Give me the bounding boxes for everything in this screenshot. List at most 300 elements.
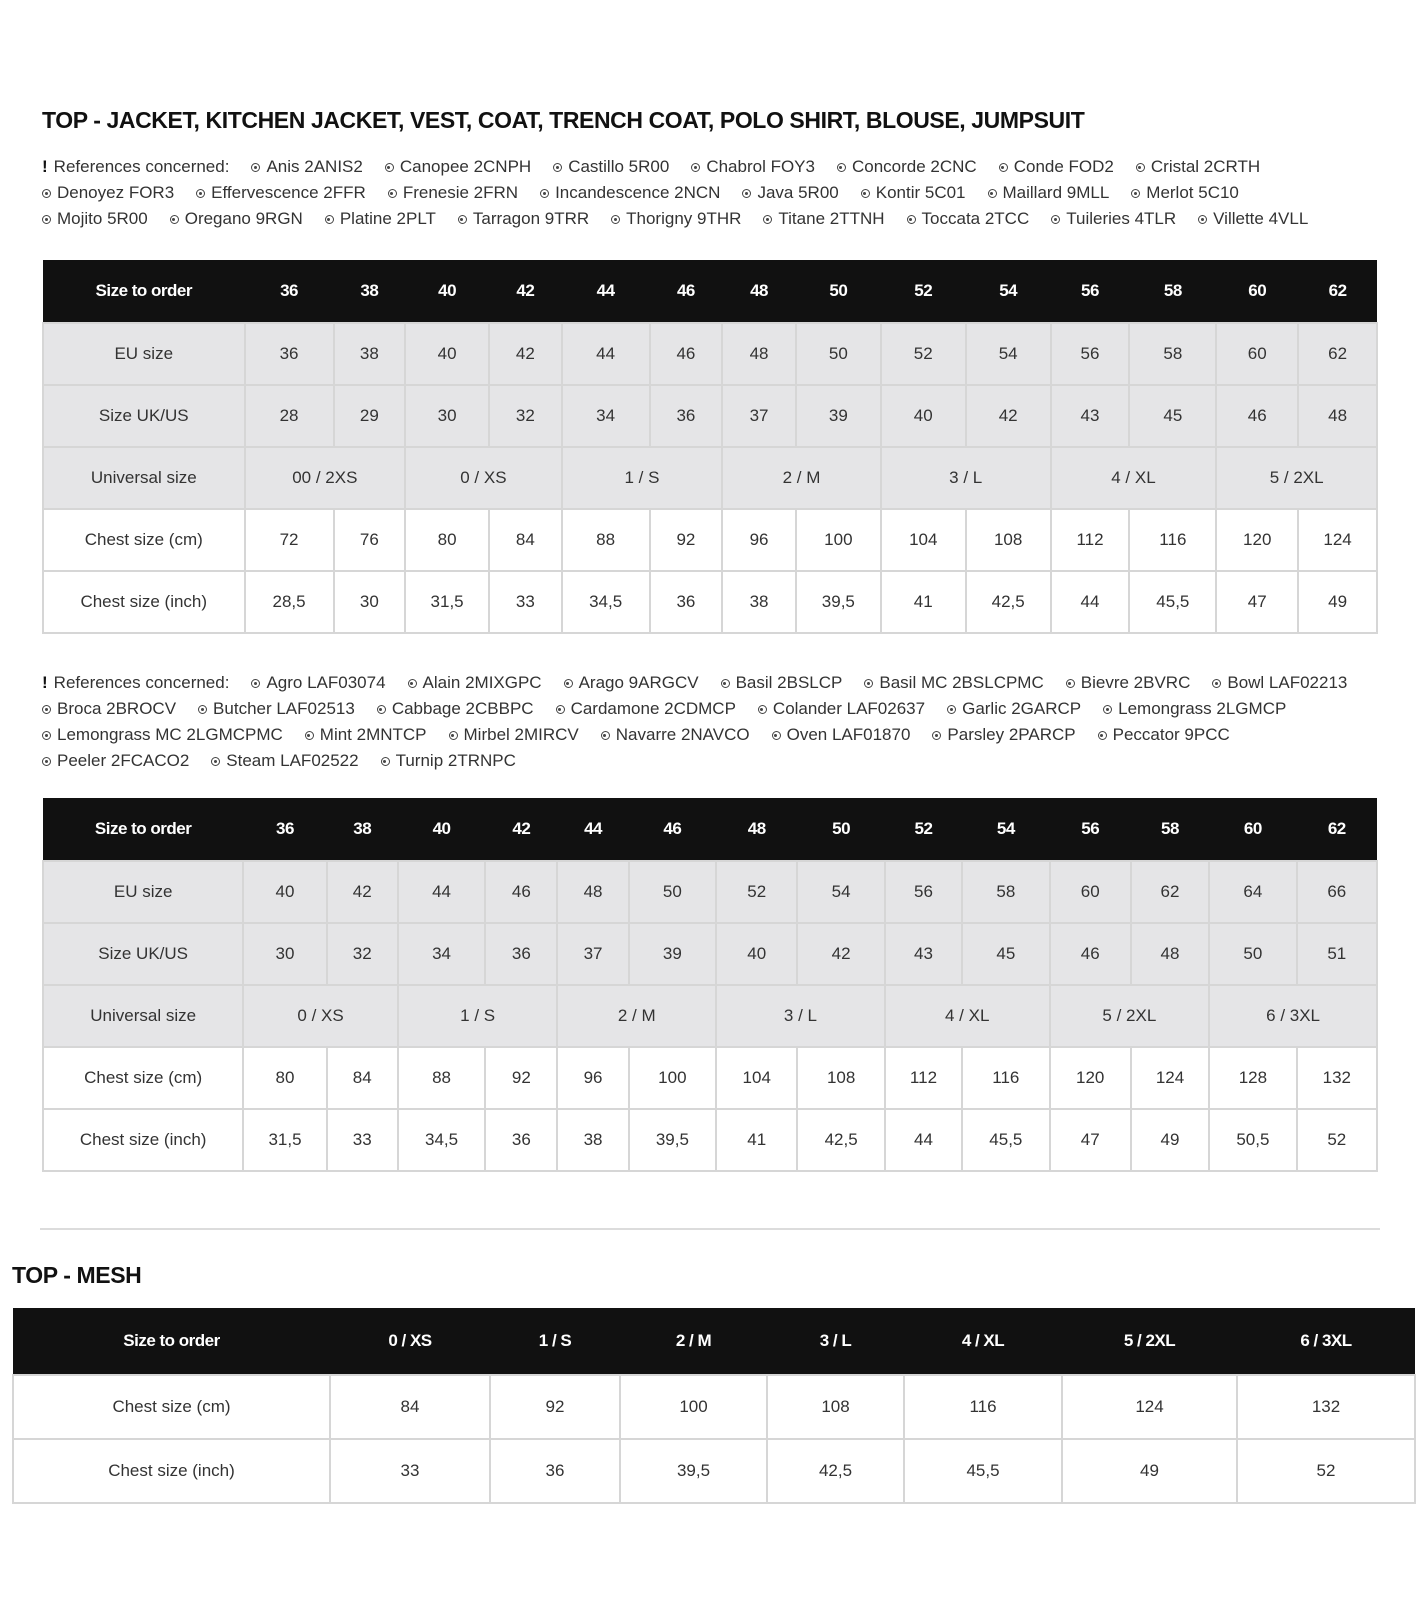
reference-text: Agro LAF03074: [266, 673, 386, 692]
reference-text: Bowl LAF02213: [1227, 673, 1348, 692]
radio-dot-icon: [42, 757, 51, 766]
reference-item: [42, 722, 283, 748]
row-label: Universal size: [43, 447, 245, 509]
table-cell: 48: [1131, 923, 1209, 985]
table-cell: 132: [1297, 1047, 1377, 1109]
radio-dot-icon: [932, 731, 941, 740]
reference-item: [305, 722, 427, 748]
table-cell: 41: [716, 1109, 797, 1171]
reference-item: [1098, 722, 1230, 748]
radio-dot-icon: [458, 215, 467, 224]
table-cell: 124: [1131, 1047, 1209, 1109]
table-cell: 32: [489, 385, 562, 447]
table-cell: 41: [881, 571, 966, 633]
header-cell: 0 / XS: [330, 1308, 490, 1375]
reference-item: [42, 748, 189, 774]
table-cell: 40: [243, 861, 326, 923]
table-cell: 100: [620, 1375, 767, 1439]
chest-cm-row: [43, 509, 1377, 571]
table-cell: 52: [1237, 1439, 1415, 1503]
table-cell: 42: [327, 861, 398, 923]
reference-text: Mojito 5R00: [57, 209, 148, 228]
table-cell: 2 / M: [557, 985, 716, 1047]
table-cell: 36: [650, 571, 723, 633]
reference-item: [198, 696, 355, 722]
table-cell: 33: [489, 571, 562, 633]
table-cell: 38: [557, 1109, 628, 1171]
radio-dot-icon: [907, 215, 916, 224]
header-cell: Size to order: [43, 798, 243, 861]
table-cell: 4 / XL: [885, 985, 1050, 1047]
table-cell: 2 / M: [722, 447, 881, 509]
reference-item: [1212, 670, 1347, 696]
reference-item: [388, 180, 518, 206]
reference-item: [907, 206, 1030, 232]
reference-text: Frenesie 2FRN: [402, 183, 519, 202]
table-cell: 108: [966, 509, 1051, 571]
header-cell: Size to order: [13, 1308, 330, 1375]
table-cell: 52: [716, 861, 797, 923]
radio-dot-icon: [1131, 189, 1140, 198]
reference-item: [385, 154, 531, 180]
reference-item: [211, 748, 358, 774]
section-top: [42, 100, 1378, 1172]
reference-item: [742, 180, 838, 206]
table-cell: 76: [334, 509, 406, 571]
radio-dot-icon: [211, 757, 220, 766]
header-cell: 6 / 3XL: [1237, 1308, 1415, 1375]
reference-item: [1198, 206, 1308, 232]
radio-dot-icon: [540, 189, 549, 198]
reference-text: Garlic 2GARCP: [962, 699, 1082, 718]
table-cell: 50,5: [1209, 1109, 1296, 1171]
table-cell: 36: [490, 1439, 620, 1503]
reference-text: Basil MC 2BSLCPMC: [879, 673, 1044, 692]
table-cell: 60: [1050, 861, 1131, 923]
table-cell: 44: [885, 1109, 962, 1171]
radio-dot-icon: [601, 731, 610, 740]
reference-item: [251, 670, 385, 696]
reference-text: Peeler 2FCACO2: [57, 751, 190, 770]
header-cell: 36: [245, 260, 334, 323]
reference-item: [251, 154, 362, 180]
radio-dot-icon: [1198, 215, 1207, 224]
exclamation-icon: !: [42, 157, 48, 176]
row-label: Size UK/US: [43, 385, 245, 447]
radio-dot-icon: [1212, 679, 1221, 688]
table-cell: 66: [1297, 861, 1377, 923]
table-cell: 46: [485, 861, 557, 923]
reference-item: [763, 206, 884, 232]
reference-text: Bievre 2BVRC: [1080, 673, 1191, 692]
section-mesh: [12, 1258, 1414, 1504]
header-cell: 40: [398, 798, 485, 861]
table-cell: 0 / XS: [405, 447, 562, 509]
table-cell: 34,5: [398, 1109, 485, 1171]
reference-text: Cristal 2CRTH: [1150, 157, 1261, 176]
reference-text: Java 5R00: [757, 183, 839, 202]
table-cell: 88: [398, 1047, 485, 1109]
table-cell: 54: [966, 323, 1051, 385]
radio-dot-icon: [721, 679, 730, 688]
reference-text: Lemongrass 2LGMCP: [1118, 699, 1287, 718]
table-cell: 32: [327, 923, 398, 985]
header-cell: 62: [1297, 798, 1377, 861]
table-cell: 49: [1298, 571, 1377, 633]
reference-text: Canopee 2CNPH: [399, 157, 532, 176]
radio-dot-icon: [408, 679, 417, 688]
header-cell: 50: [797, 798, 884, 861]
table-cell: 40: [716, 923, 797, 985]
table-cell: 49: [1062, 1439, 1237, 1503]
table-cell: 128: [1209, 1047, 1296, 1109]
reference-text: Chabrol FOY3: [706, 157, 815, 176]
table-cell: 36: [245, 323, 334, 385]
header-cell: 52: [885, 798, 962, 861]
table-cell: 44: [1051, 571, 1130, 633]
row-label: EU size: [43, 861, 243, 923]
header-cell: 44: [562, 260, 650, 323]
header-cell: 2 / M: [620, 1308, 767, 1375]
reference-text: Arago 9ARGCV: [578, 673, 699, 692]
page-title: TOP - JACKET, KITCHEN JACKET, VEST, COAT, TRENCH COAT, POLO SHIRT, BLOUSE, JUMPSUIT: [42, 107, 1085, 133]
references-list: [42, 154, 1378, 232]
chest-cm-row: [13, 1375, 1415, 1439]
header-cell: 56: [1051, 260, 1130, 323]
reference-text: Tarragon 9TRR: [472, 209, 590, 228]
table-cell: 104: [881, 509, 966, 571]
table-cell: 33: [330, 1439, 490, 1503]
radio-dot-icon: [611, 215, 620, 224]
table-cell: 62: [1131, 861, 1209, 923]
table-cell: 3 / L: [881, 447, 1051, 509]
radio-dot-icon: [325, 215, 334, 224]
table-cell: 62: [1298, 323, 1377, 385]
table-cell: 34: [398, 923, 485, 985]
reference-item: [1131, 180, 1239, 206]
header-cell: 3 / L: [767, 1308, 904, 1375]
reference-item: [553, 154, 669, 180]
table-cell: 39,5: [620, 1439, 767, 1503]
header-cell: 4 / XL: [904, 1308, 1062, 1375]
header-cell: 50: [796, 260, 881, 323]
size-table-2: [42, 798, 1378, 1172]
table-cell: 112: [1051, 509, 1130, 571]
reference-item: [42, 206, 148, 232]
chest-cm-row: [43, 1047, 1377, 1109]
table-cell: 39: [629, 923, 716, 985]
table-cell: 56: [1051, 323, 1130, 385]
radio-dot-icon: [947, 705, 956, 714]
table-cell: 104: [716, 1047, 797, 1109]
radio-dot-icon: [449, 731, 458, 740]
section-title-mesh: TOP - MESH: [12, 1262, 142, 1288]
table-cell: 34,5: [562, 571, 650, 633]
header-cell: 48: [716, 798, 797, 861]
radio-dot-icon: [385, 163, 394, 172]
table-cell: 00 / 2XS: [245, 447, 406, 509]
table-cell: 116: [904, 1375, 1062, 1439]
header-cell: 54: [966, 260, 1051, 323]
reference-item: [449, 722, 579, 748]
row-label: Size UK/US: [43, 923, 243, 985]
reference-item: [1051, 206, 1176, 232]
header-cell: 60: [1209, 798, 1296, 861]
header-cell: Size to order: [43, 260, 245, 323]
universal-size-row: [43, 447, 1377, 509]
radio-dot-icon: [42, 705, 51, 714]
chest-inch-row: [13, 1439, 1415, 1503]
table-cell: 42: [797, 923, 884, 985]
table-cell: 88: [562, 509, 650, 571]
reference-text: Turnip 2TRNPC: [395, 751, 516, 770]
header-cell: 56: [1050, 798, 1131, 861]
table-cell: 42,5: [966, 571, 1051, 633]
radio-dot-icon: [251, 679, 260, 688]
table-cell: 28: [245, 385, 334, 447]
table-cell: 31,5: [243, 1109, 326, 1171]
table-cell: 84: [489, 509, 562, 571]
reference-text: Titane 2TTNH: [778, 209, 885, 228]
table-cell: 46: [1050, 923, 1131, 985]
table-cell: 5 / 2XL: [1216, 447, 1377, 509]
radio-dot-icon: [170, 215, 179, 224]
exclamation-icon: !: [42, 673, 48, 692]
header-cell: 52: [881, 260, 966, 323]
radio-dot-icon: [999, 163, 1008, 172]
table-cell: 46: [650, 323, 723, 385]
reference-item: [377, 696, 534, 722]
table-cell: 48: [1298, 385, 1377, 447]
radio-dot-icon: [864, 679, 873, 688]
header-cell: 58: [1131, 798, 1209, 861]
universal-size-row: [43, 985, 1377, 1047]
header-cell: 46: [650, 260, 723, 323]
reference-text: Butcher LAF02513: [213, 699, 355, 718]
reference-text: Mirbel 2MIRCV: [463, 725, 579, 744]
header-cell: 1 / S: [490, 1308, 620, 1375]
table-cell: 47: [1216, 571, 1298, 633]
reference-item: [42, 180, 174, 206]
radio-dot-icon: [42, 731, 51, 740]
reference-item: [1136, 154, 1260, 180]
table-cell: 72: [245, 509, 334, 571]
size-table-mesh: [12, 1308, 1416, 1504]
radio-dot-icon: [691, 163, 700, 172]
reference-text: Cabbage 2CBBPC: [391, 699, 534, 718]
reference-text: Incandescence 2NCN: [555, 183, 721, 202]
radio-dot-icon: [1103, 705, 1112, 714]
header-cell: 38: [334, 260, 406, 323]
table-cell: 51: [1297, 923, 1377, 985]
reference-item: [691, 154, 815, 180]
table-cell: 44: [562, 323, 650, 385]
radio-dot-icon: [42, 215, 51, 224]
table-cell: 0 / XS: [243, 985, 398, 1047]
header-cell: 42: [489, 260, 562, 323]
table-cell: 40: [881, 385, 966, 447]
radio-dot-icon: [1098, 731, 1107, 740]
table-cell: 42,5: [767, 1439, 904, 1503]
reference-text: Basil 2BSLCP: [735, 673, 843, 692]
table-cell: 124: [1062, 1375, 1237, 1439]
table-cell: 50: [629, 861, 716, 923]
row-label: Chest size (cm): [13, 1375, 330, 1439]
table-cell: 30: [334, 571, 406, 633]
reference-text: Parsley 2PARCP: [947, 725, 1076, 744]
table-cell: 38: [334, 323, 406, 385]
radio-dot-icon: [861, 189, 870, 198]
reference-text: Villette 4VLL: [1213, 209, 1309, 228]
table-cell: 36: [485, 923, 557, 985]
reference-item: [837, 154, 977, 180]
reference-item: [408, 670, 542, 696]
table-cell: 36: [485, 1109, 557, 1171]
table-cell: 50: [796, 323, 881, 385]
table-cell: 58: [962, 861, 1049, 923]
header-cell: 62: [1298, 260, 1377, 323]
reference-item: [42, 696, 176, 722]
reference-text: Oven LAF01870: [786, 725, 911, 744]
table-cell: 1 / S: [398, 985, 558, 1047]
radio-dot-icon: [1136, 163, 1145, 172]
header-cell: 38: [327, 798, 398, 861]
reference-text: Mint 2MNTCP: [319, 725, 427, 744]
reference-text: Denoyez FOR3: [57, 183, 175, 202]
table-cell: 60: [1216, 323, 1298, 385]
reference-item: [601, 722, 750, 748]
reference-text: Steam LAF02522: [226, 751, 359, 770]
radio-dot-icon: [388, 189, 397, 198]
reference-item: [170, 206, 303, 232]
chest-inch-row: [43, 571, 1377, 633]
reference-text: Merlot 5C10: [1146, 183, 1239, 202]
header-row: [43, 798, 1377, 861]
table-cell: 116: [962, 1047, 1049, 1109]
radio-dot-icon: [1051, 215, 1060, 224]
reference-item: [1103, 696, 1286, 722]
table-cell: 92: [485, 1047, 557, 1109]
table-cell: 45: [962, 923, 1049, 985]
header-row: [13, 1308, 1415, 1375]
reference-item: [381, 748, 516, 774]
reference-item: [758, 696, 925, 722]
reference-text: Cardamone 2CDMCP: [570, 699, 736, 718]
table-cell: 80: [405, 509, 489, 571]
reference-item: [988, 180, 1110, 206]
reference-text: Concorde 2CNC: [851, 157, 977, 176]
table-cell: 100: [796, 509, 881, 571]
uk-us-size-row: [43, 923, 1377, 985]
reference-item: [864, 670, 1043, 696]
table-cell: 56: [885, 861, 962, 923]
table-cell: 47: [1050, 1109, 1131, 1171]
reference-item: [861, 180, 966, 206]
table-cell: 112: [885, 1047, 962, 1109]
radio-dot-icon: [305, 731, 314, 740]
table-cell: 38: [722, 571, 796, 633]
table-cell: 92: [490, 1375, 620, 1439]
row-label: Chest size (cm): [43, 509, 245, 571]
radio-dot-icon: [377, 705, 386, 714]
reference-text: Effervescence 2FFR: [211, 183, 366, 202]
table-cell: 40: [405, 323, 489, 385]
table-cell: 54: [797, 861, 884, 923]
table-cell: 92: [650, 509, 723, 571]
table-cell: 42: [966, 385, 1051, 447]
table-cell: 1 / S: [562, 447, 723, 509]
table-cell: 34: [562, 385, 650, 447]
row-label: EU size: [43, 323, 245, 385]
table-cell: 84: [327, 1047, 398, 1109]
reference-item: [999, 154, 1114, 180]
reference-item: [540, 180, 720, 206]
table-cell: 84: [330, 1375, 490, 1439]
header-cell: 54: [962, 798, 1049, 861]
table-cell: 45,5: [962, 1109, 1049, 1171]
table-cell: 39,5: [629, 1109, 716, 1171]
table-cell: 29: [334, 385, 406, 447]
header-cell: 60: [1216, 260, 1298, 323]
radio-dot-icon: [837, 163, 846, 172]
table-cell: 42: [489, 323, 562, 385]
row-label: Chest size (inch): [43, 571, 245, 633]
table-cell: 28,5: [245, 571, 334, 633]
reference-text: Conde FOD2: [1013, 157, 1114, 176]
uk-us-size-row: [43, 385, 1377, 447]
reference-text: Lemongrass MC 2LGMCPMC: [57, 725, 283, 744]
radio-dot-icon: [758, 705, 767, 714]
reference-item: [556, 696, 736, 722]
table-cell: 3 / L: [716, 985, 885, 1047]
table-cell: 49: [1131, 1109, 1209, 1171]
table-cell: 108: [797, 1047, 884, 1109]
reference-item: [1066, 670, 1191, 696]
row-label: Chest size (inch): [43, 1109, 243, 1171]
table-cell: 43: [885, 923, 962, 985]
table-cell: 52: [881, 323, 966, 385]
table-cell: 48: [557, 861, 628, 923]
radio-dot-icon: [772, 731, 781, 740]
table-cell: 30: [243, 923, 326, 985]
reference-text: Anis 2ANIS2: [266, 157, 363, 176]
table-cell: 120: [1216, 509, 1298, 571]
row-label: Chest size (inch): [13, 1439, 330, 1503]
reference-item: [458, 206, 589, 232]
radio-dot-icon: [1066, 679, 1075, 688]
radio-dot-icon: [556, 705, 565, 714]
radio-dot-icon: [381, 757, 390, 766]
reference-text: Tuileries 4TLR: [1066, 209, 1177, 228]
eu-size-row: [43, 323, 1377, 385]
table-cell: 124: [1298, 509, 1377, 571]
header-cell: 42: [485, 798, 557, 861]
table-cell: 42,5: [797, 1109, 884, 1171]
table-cell: 108: [767, 1375, 904, 1439]
table-cell: 46: [1216, 385, 1298, 447]
radio-dot-icon: [553, 163, 562, 172]
header-cell: 48: [722, 260, 796, 323]
table-cell: 132: [1237, 1375, 1415, 1439]
table-cell: 44: [398, 861, 485, 923]
chest-inch-row: [43, 1109, 1377, 1171]
header-cell: 5 / 2XL: [1062, 1308, 1237, 1375]
row-label: Universal size: [43, 985, 243, 1047]
reference-text: Broca 2BROCV: [57, 699, 177, 718]
radio-dot-icon: [742, 189, 751, 198]
reference-text: Platine 2PLT: [339, 209, 436, 228]
table-cell: 39,5: [796, 571, 881, 633]
